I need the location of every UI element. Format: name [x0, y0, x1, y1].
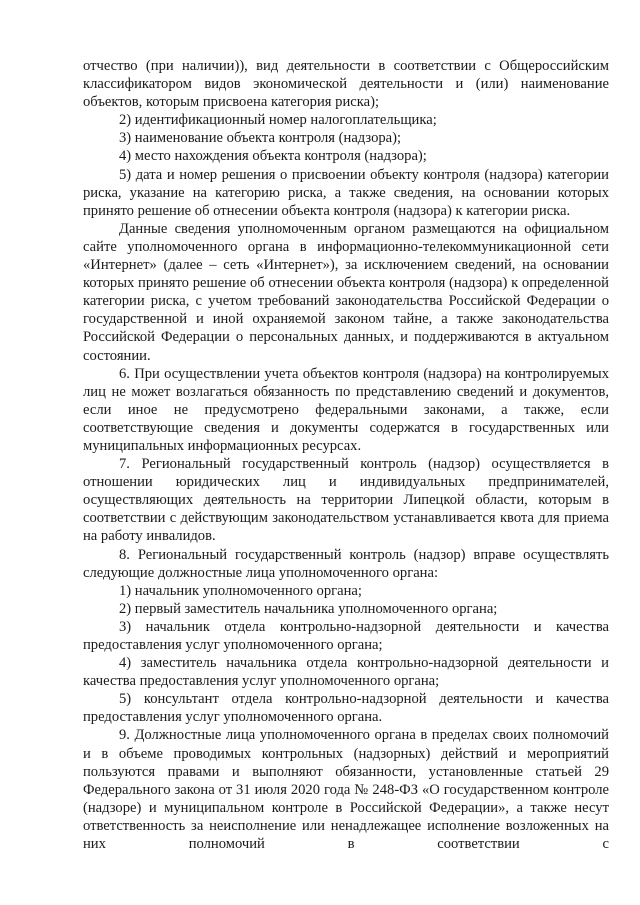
list-item-object-location: 4) место нахождения объекта контроля (надзора); [119, 148, 427, 165]
list-item-head: 1) начальник уполномоченного органа; [119, 582, 362, 599]
list-item-consultant: 5) консультант отдела контрольно-надзорной деятельности и качества предоставления услуг уполномоченного органа. [83, 691, 609, 726]
paragraph-publication: Данные сведения уполномоченным органом размещаются на официальном сайте уполномоченного органа в информационно-телекоммуникационной сети «Интернет» (далее – сеть «Интернет»), за исключением сведений, на основании которых принято решение об отнесении объекта контроля (надзора) к определенной категории риска, с учетом требований законодательства Российской Федерации о государственной и иной охраняемой законом тайне, а также законодательства Российской Федерации о персональных данных, и поддерживаются в актуальном состоянии. [83, 220, 609, 364]
list-item-first-deputy: 2) первый заместитель начальника уполномоченного органа; [119, 600, 498, 617]
paragraph-continuation: отчество (при наличии)), вид деятельности в соответствии с Общероссийским классификатором видов экономической деятельности и (или) наименование объектов, которым присвоена категория риска); [83, 58, 609, 111]
list-item-inn: 2) идентификационный номер налогоплательщика; [119, 112, 437, 129]
paragraph-item-9: 9. Должностные лица уполномоченного органа в пределах своих полномочий и в объеме проводимых контрольных (надзорных) действий и мероприятий пользуются правами и выполняют обязанности, установленные статьей 29 Федерального закона от 31 июля 2020 года № 248-ФЗ «О государственном контроле (надзоре) и муниципальном контроле в Российской Федерации», а также несут ответственность за неисполнение или ненадлежащее исполнение возложенных на них полномочий в соответствии с [83, 727, 609, 853]
list-item-deputy-department-head: 4) заместитель начальника отдела контрольно-надзорной деятельности и качества предоставления услуг уполномоченного органа; [83, 655, 609, 690]
paragraph-item-7: 7. Региональный государственный контроль (надзор) осуществляется в отношении юридических лиц и индивидуальных предпринимателей, осуществляющих деятельность на территории Липецкой области, которым в соответствии с действующим законодательством устанавливается квота для приема на работу инвалидов. [83, 456, 609, 545]
list-item-object-name: 3) наименование объекта контроля (надзора); [119, 130, 402, 147]
list-item-department-head: 3) начальник отдела контрольно-надзорной деятельности и качества предоставления услуг уполномоченного органа; [83, 618, 609, 653]
list-item-risk-decision: 5) дата и номер решения о присвоении объекту контроля (надзора) категории риска, указание на категорию риска, а также сведения, на основании которых принято решение об отнесении объекта контроля (надзора) к категории риска. [83, 166, 609, 219]
document-body [83, 57, 609, 853]
paragraph-item-8: 8. Региональный государственный контроль (надзор) вправе осуществлять следующие должностные лица уполномоченного органа: [83, 546, 609, 581]
paragraph-item-6: 6. При осуществлении учета объектов контроля (надзора) на контролируемых лиц не может возлагаться обязанность по представлению сведений и документов, если иное не предусмотрено федеральными законами, а также, если соответствующие сведения и документы содержатся в государственных или муниципальных информационных ресурсах. [83, 365, 609, 454]
